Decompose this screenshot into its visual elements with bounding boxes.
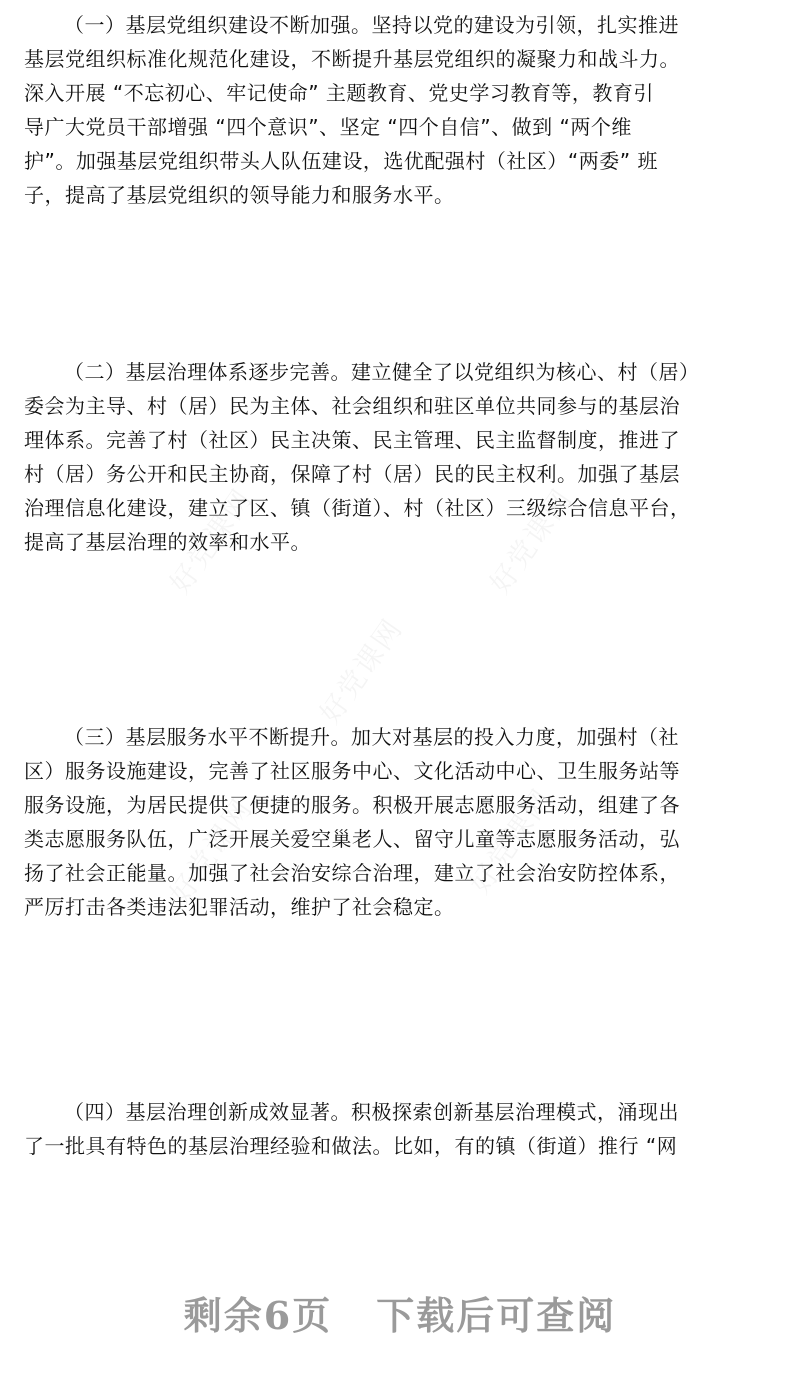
paragraph-line: 导广大党员干部增强 “四个意识”、坚定 “四个自信”、做到 “两个维 — [24, 115, 632, 139]
paragraph-line: 基层党组织标准化规范化建设，不断提升基层党组织的凝聚力和战斗力。 — [24, 47, 680, 71]
paragraph-line: （四）基层治理创新成效显著。积极探索创新基层治理模式，涌现出 — [64, 1100, 679, 1124]
paragraph-line: 区）服务设施建设，完善了社区服务中心、文化活动中心、卫生服务站等 — [24, 759, 680, 783]
paragraph-line: 扬了社会正能量。加强了社会治安综合治理，建立了社会治安防控体系， — [24, 861, 680, 885]
paragraph-1 — [24, 8, 776, 212]
paragraph-line: 村（居）务公开和民主协商，保障了村（居）民的民主权利。加强了基层 — [24, 462, 680, 486]
remaining-pages-notice[interactable] — [0, 1285, 800, 1340]
paragraph-line: 委会为主导、村（居）民为主体、社会组织和驻区单位共同参与的基层治 — [24, 394, 680, 418]
download-prompt-label: 下载后可查阅 — [376, 1293, 617, 1338]
paragraph-line: 提高了基层治理的效率和水平。 — [24, 530, 311, 554]
paragraph-line: 护”。加强基层党组织带头人队伍建设，选优配强村（社区）“两委” 班 — [24, 149, 658, 173]
watermark — [309, 609, 411, 730]
paragraph-line: 子，提高了基层党组织的领导能力和服务水平。 — [24, 183, 455, 207]
paragraph-line: 治理信息化建设，建立了区、镇（街道）、村（社区）三级综合信息平台， — [24, 496, 691, 520]
paragraph-line: （三）基层服务水平不断提升。加大对基层的投入力度，加强村（社 — [64, 725, 679, 749]
paragraph-line: （二）基层治理体系逐步完善。建立健全了以党组织为核心、村（居） — [64, 360, 700, 384]
paragraph-2 — [24, 355, 776, 559]
paragraph-line: 理体系。完善了村（社区）民主决策、民主管理、民主监督制度，推进了 — [24, 428, 680, 452]
paragraph-line: 服务设施，为居民提供了便捷的服务。积极开展志愿服务活动，组建了各 — [24, 793, 680, 817]
paragraph-4 — [24, 1095, 776, 1163]
paragraph-3 — [24, 720, 776, 924]
paragraph-line: 类志愿服务队伍，广泛开展关爱空巢老人、留守儿童等志愿服务活动，弘 — [24, 827, 680, 851]
paragraph-line: 了一批具有特色的基层治理经验和做法。比如，有的镇（街道）推行 “网 — [24, 1134, 678, 1158]
paragraph-line: 深入开展 “不忘初心、牢记使命” 主题教育、党史学习教育等，教育引 — [24, 81, 654, 105]
paragraph-line: 严厉打击各类违法犯罪活动，维护了社会稳定。 — [24, 895, 455, 919]
paragraph-line: （一）基层党组织建设不断加强。坚持以党的建设为引领，扎实推进 — [64, 13, 679, 37]
remaining-pages-label: 剩余6页 — [183, 1293, 333, 1338]
